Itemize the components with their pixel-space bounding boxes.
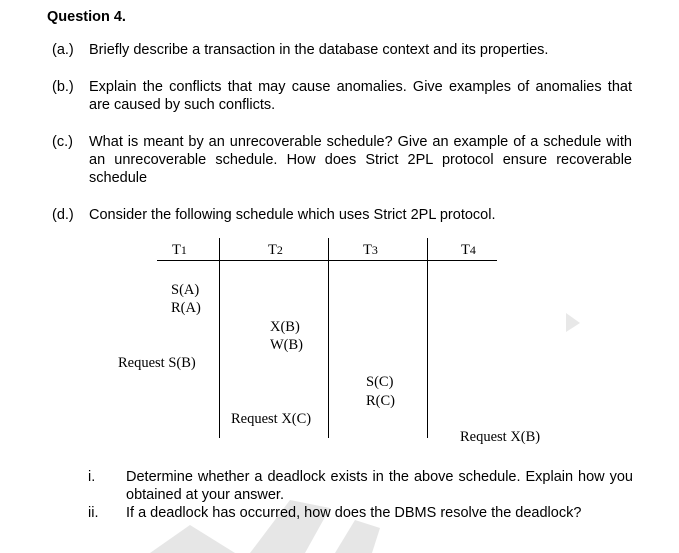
op-t1-request: Request S(B) bbox=[118, 355, 196, 371]
part-a-label: (a.) bbox=[52, 42, 74, 58]
column-divider-3 bbox=[427, 238, 428, 438]
part-d bbox=[52, 206, 632, 224]
part-c-label: (c.) bbox=[52, 134, 73, 150]
part-b bbox=[52, 78, 632, 114]
part-b-text: Explain the conflicts that may cause anomalies. Give examples of anomalies that are caused by such conflicts. bbox=[89, 79, 632, 113]
op-t2-w-b: W(B) bbox=[270, 337, 304, 353]
column-divider-1 bbox=[219, 238, 220, 438]
op-t3-s-c: S(C) bbox=[366, 374, 394, 390]
header-t1: T1 bbox=[172, 242, 187, 258]
subpart-i bbox=[88, 468, 633, 504]
part-c bbox=[52, 133, 632, 187]
op-t2-x-b: X(B) bbox=[270, 319, 300, 335]
subpart-ii bbox=[88, 504, 633, 522]
header-t3: T3 bbox=[363, 242, 378, 258]
subpart-i-text: Determine whether a deadlock exists in the above schedule. Explain how you obtained at your answer. bbox=[126, 469, 633, 503]
header-underline bbox=[157, 260, 497, 261]
watermark-arrow-shape bbox=[566, 313, 580, 332]
watermark-stroke-1 bbox=[150, 525, 235, 553]
part-c-text: What is meant by an unrecoverable schedule? Give an example of a schedule with an unrecoverable schedule. How does Strict 2PL protocol ensure recoverable schedule bbox=[89, 134, 632, 186]
subpart-ii-label: ii. bbox=[88, 505, 99, 521]
question-title: Question 4. bbox=[47, 9, 126, 25]
op-t2-request: Request X(C) bbox=[231, 411, 312, 427]
part-d-label: (d.) bbox=[52, 207, 74, 223]
subpart-i-label: i. bbox=[88, 469, 96, 485]
part-b-label: (b.) bbox=[52, 79, 74, 95]
part-d-text: Consider the following schedule which uses Strict 2PL protocol. bbox=[89, 207, 496, 223]
header-t4: T4 bbox=[461, 242, 476, 258]
watermark-stroke-3 bbox=[335, 520, 380, 553]
subpart-ii-text: If a deadlock has occurred, how does the DBMS resolve the deadlock? bbox=[126, 505, 582, 521]
op-t4-request: Request X(B) bbox=[460, 429, 541, 445]
part-a bbox=[52, 41, 632, 59]
op-t1-r-a: R(A) bbox=[171, 300, 201, 316]
op-t3-r-c: R(C) bbox=[366, 393, 395, 409]
column-divider-2 bbox=[328, 238, 329, 438]
part-a-text: Briefly describe a transaction in the database context and its properties. bbox=[89, 42, 549, 58]
op-t1-s-a: S(A) bbox=[171, 282, 200, 298]
header-t2: T2 bbox=[268, 242, 283, 258]
